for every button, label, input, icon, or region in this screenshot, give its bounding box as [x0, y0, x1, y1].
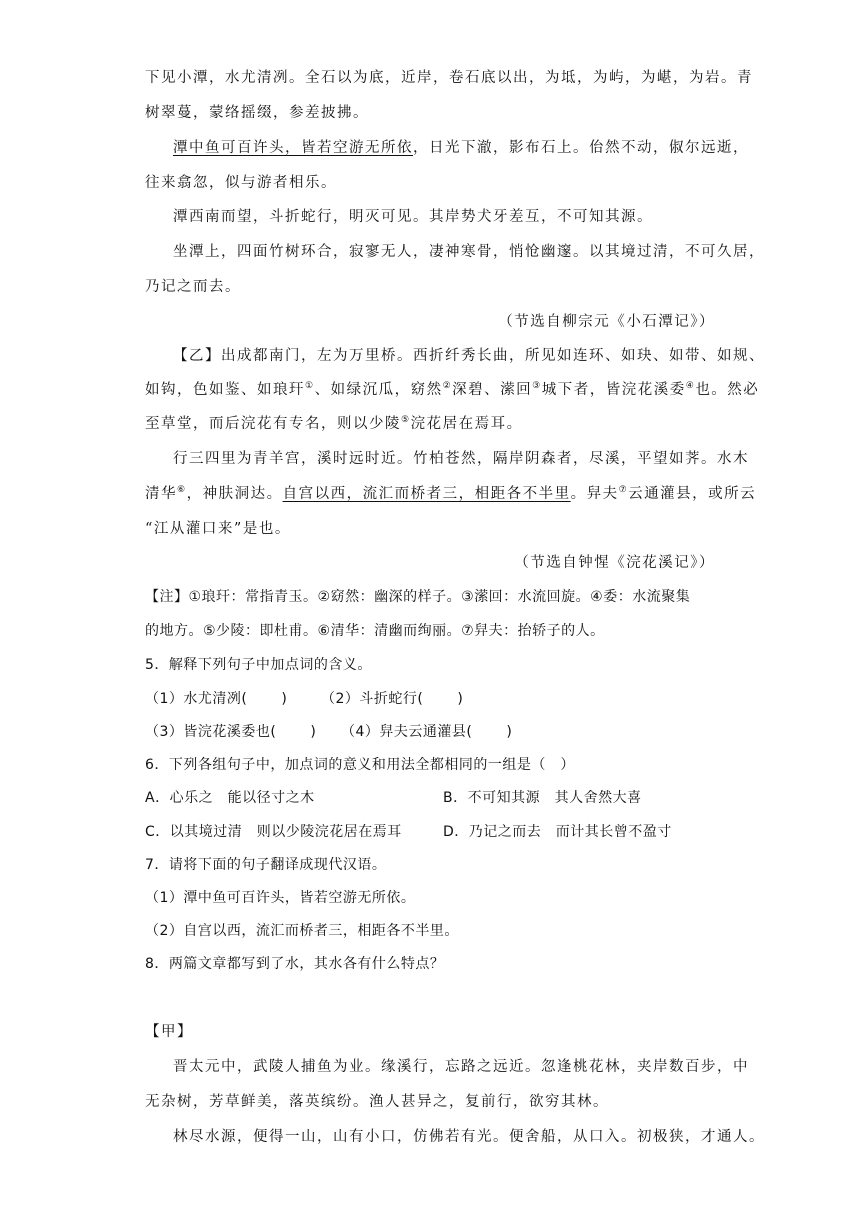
passage-yi-line-1: 【乙】出成都南门，左为万里桥。西折纤秀长曲，所见如连环、如玦、如带、如规、 [173, 348, 765, 364]
text-span: 深碧、潆回 [452, 382, 533, 398]
question-7-stem: 7．请将下面的句子翻译成现代汉语。 [145, 857, 387, 873]
text-span: 清华 [145, 486, 177, 502]
option-d: D．乃记之而去 而计其长曾不盈寸 [443, 824, 672, 840]
passage-jia-line-6: 坐潭上，四面竹树环合，寂寥无人，凄神寒骨，悄怆幽邃。以其境过清，不可久居， [173, 244, 765, 260]
text-span: 、如绿沉瓜，窈然 [314, 382, 443, 398]
footnote-marker: ③ [532, 381, 542, 391]
text-span: 云通灌县，或所云 [628, 486, 757, 502]
footnote-marker: ⑦ [618, 485, 629, 495]
question-5-item-3: （3）皆浣花溪委也( ) [145, 724, 317, 740]
question-5-item-2: （2）斗折蛇行( ) [321, 691, 464, 707]
passage-jia-line-4: 往来翕忽，似与游者相乐。 [145, 175, 337, 191]
passage-yi-line-4: 行三四里为青羊宫，溪时远时近。竹柏苍然，隔岸阴森者，尽溪，平望如荠。水木 [173, 451, 749, 467]
text-span: ，神肤洞达。 [186, 486, 283, 502]
question-6-row-1 [145, 788, 720, 808]
option-c: C．以其境过清 则以少陵浣花居在焉耳 [145, 824, 402, 840]
text-span: 也。然必 [695, 382, 760, 398]
footnote-marker: ① [305, 381, 315, 391]
passage-yi-line-2 [145, 380, 760, 400]
question-5-stem: 5．解释下列句子中加点词的含义。 [145, 657, 372, 673]
question-7-item-2: （2）自宫以西，流汇而桥者三，相距各不半里。 [145, 923, 459, 939]
passage-jia-line-7: 乃记之而去。 [145, 279, 241, 295]
passage-yi-line-6: “江从灌口来”是也。 [145, 521, 291, 537]
option-b: B．不可知其源 其人舍然大喜 [443, 790, 642, 806]
footnote-marker: ⑤ [401, 415, 411, 425]
text-span: 城下者，皆浣花溪委 [541, 382, 686, 398]
passage-2-line-3: 林尽水源，便得一山，山有小口，仿佛若有光。便舍船，从口入。初极狭，才通人。 [173, 1129, 765, 1145]
notes-line-1: 【注】①琅玕：常指青玉。②窈然：幽深的样子。③潆回：水流回旋。④委：水流聚集 [145, 589, 691, 605]
underlined-sentence: 潭中鱼可百许头，皆若空游无所依 [173, 140, 413, 156]
passage-2-line-1: 晋太元中，武陵人捕鱼为业。缘溪行，忘路之远近。忽逢桃花林，夹岸数百步，中 [173, 1059, 749, 1075]
text-span: 至草堂，而后浣花有专名，则以少陵 [145, 416, 401, 432]
footnote-marker: ⑥ [177, 485, 187, 495]
passage-jia-line-2: 树翠蔓，蒙络摇缀，参差披拂。 [145, 105, 369, 121]
passage-yi-source: （节选自钟惺《浣花溪记》） [514, 555, 715, 571]
passage-jia-line-1: 下见小潭，水尤清冽。全石以为底，近岸，卷石底以出，为坻，为屿，为嵁，为岩。青 [145, 70, 753, 86]
question-6-stem: 6．下列各组句子中，加点词的意义和用法全都相同的一组是（ ） [145, 757, 575, 773]
question-8-stem: 8．两篇文章都写到了水，其水各有什么特点？ [145, 956, 445, 972]
question-5-items-row-2 [145, 722, 720, 742]
text-span: ，日光下澈，影布石上。佁然不动，俶尔远逝， [413, 140, 749, 156]
notes-line-2: 的地方。⑤少陵：即杜甫。⑥清华：清幽而绚丽。⑦舁夫：抬轿子的人。 [145, 623, 605, 639]
passage-2-line-2: 无杂树，芳草鲜美，落英缤纷。渔人甚异之，复前行，欲穷其林。 [145, 1094, 609, 1110]
question-6-row-2 [145, 822, 720, 842]
passage-jia-line-5: 潭西南而望，斗折蛇行，明灭可见。其岸势犬牙差互，不可知其源。 [173, 209, 653, 225]
question-7-item-1: （1）潭中鱼可百许头，皆若空游无所依。 [145, 890, 416, 906]
question-5-items-row-1 [145, 689, 720, 709]
text-span: 浣花居在焉耳。 [410, 416, 523, 432]
question-5-item-1: （1）水尤清冽( ) [145, 691, 288, 707]
question-5-item-4: （4）舁夫云通灌县( ) [341, 724, 513, 740]
footnote-marker: ② [442, 381, 453, 391]
passage-yi-line-5 [145, 484, 757, 504]
passage-jia-line-3 [173, 138, 748, 158]
passage-2-title: 【甲】 [145, 1024, 193, 1040]
underlined-sentence: 自宫以西，流汇而桥者三，相距各不半里 [282, 486, 571, 502]
text-span: 如钩，色如鉴、如琅玕 [145, 382, 305, 398]
text-span: 。舁夫 [570, 486, 619, 502]
passage-yi-line-3 [145, 414, 720, 434]
option-a: A．心乐之 能以径寸之木 [145, 790, 315, 806]
passage-jia-source: （节选自柳宗元《小石潭记》） [498, 314, 715, 330]
footnote-marker: ④ [685, 381, 696, 391]
